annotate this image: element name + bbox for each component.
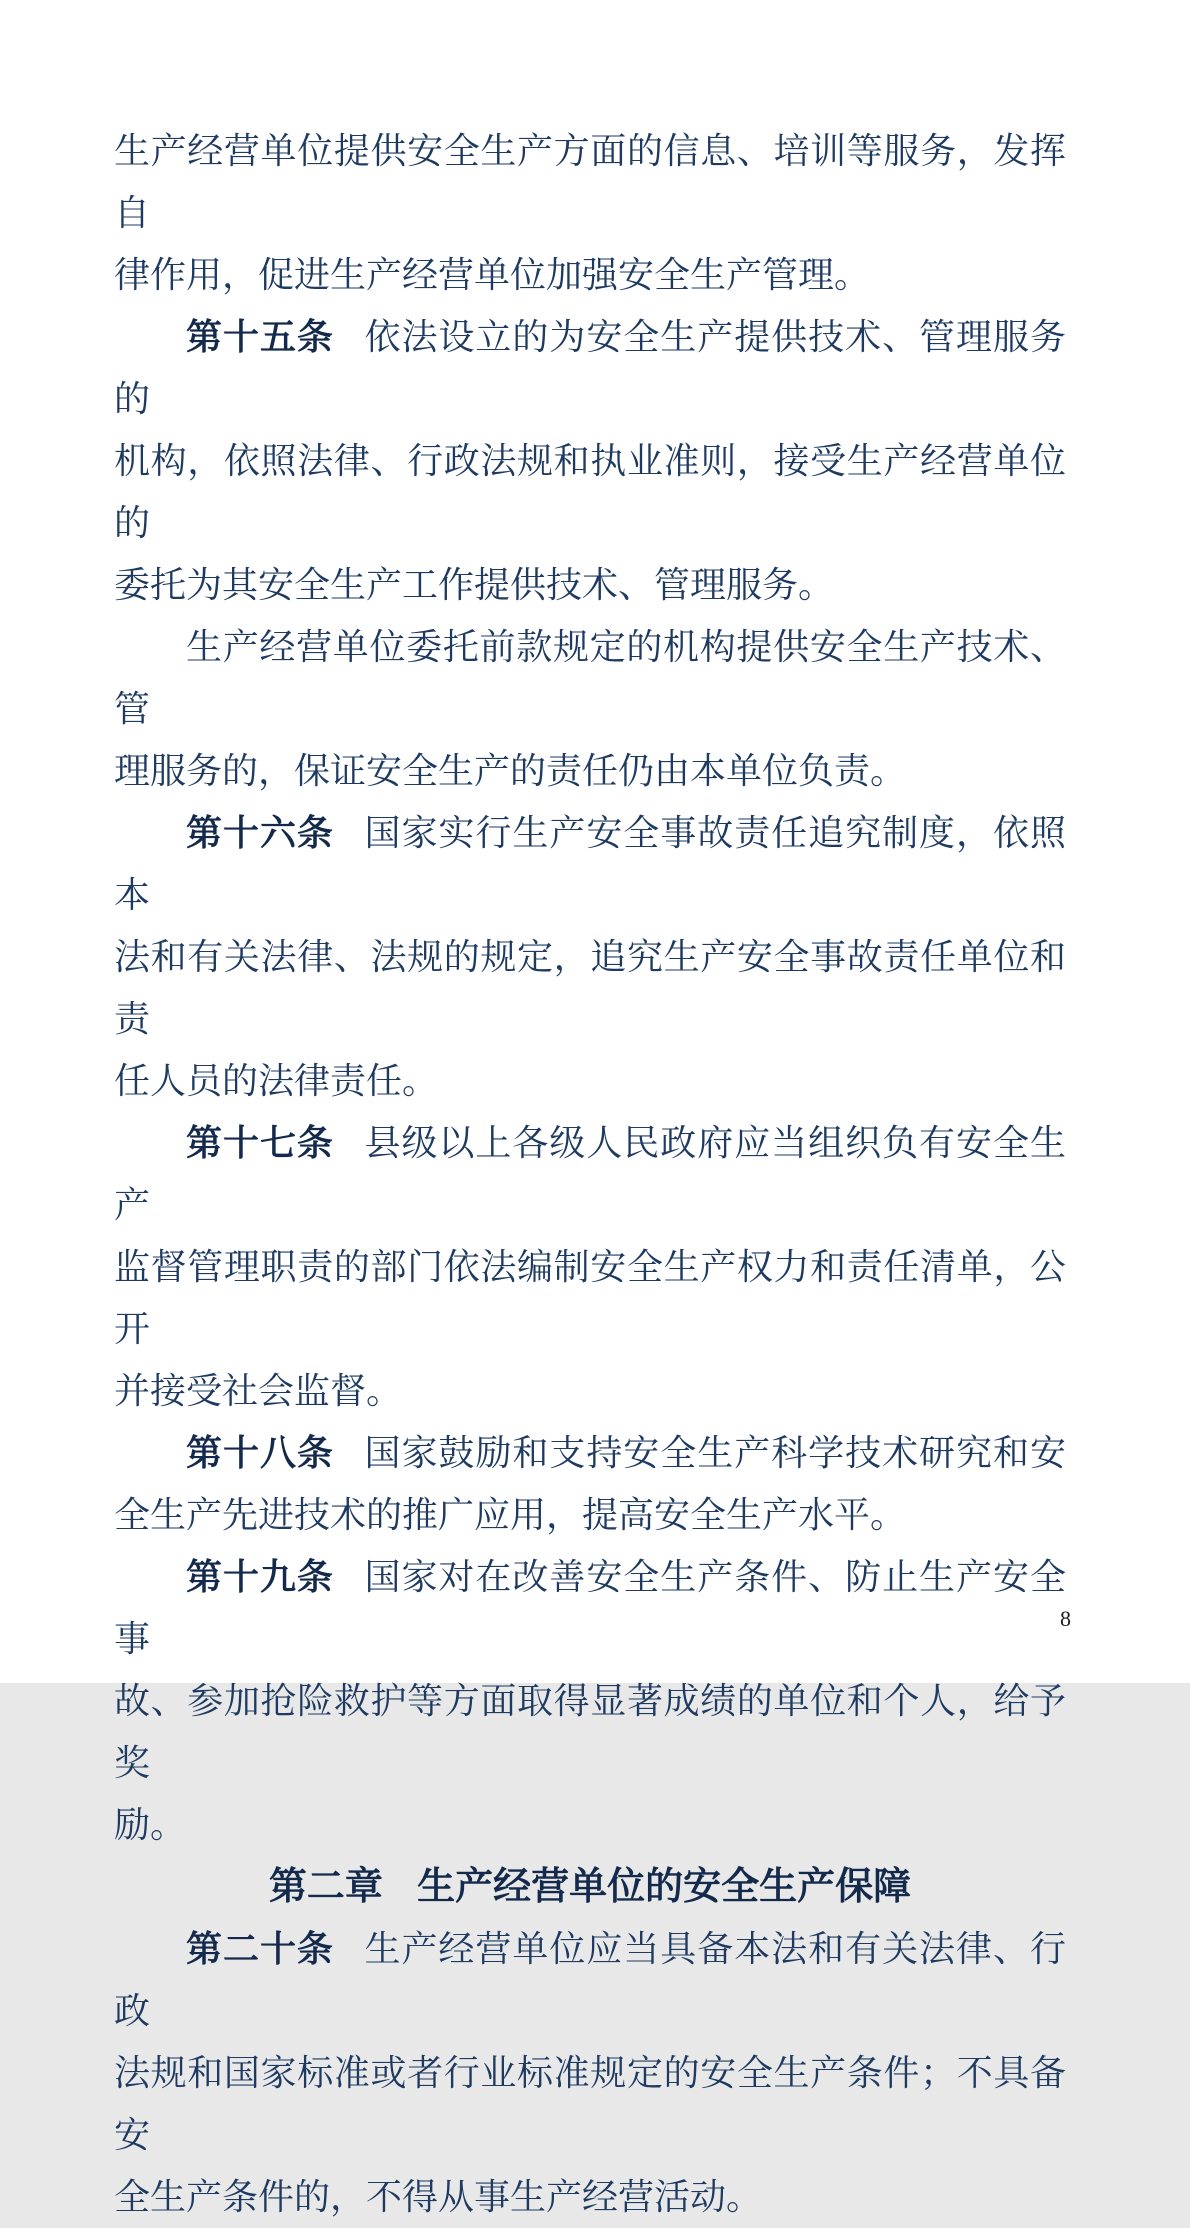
text-line xyxy=(114,2042,1066,2166)
text-line xyxy=(114,1918,1066,2042)
line-text: 生产经营单位提供安全生产方面的信息、培训等服务，发挥自 xyxy=(114,131,1066,233)
article-number: 第二十条 xyxy=(186,1928,334,1969)
line-text: 监督管理职责的部门依法编制安全生产权力和责任清单，公开 xyxy=(114,1247,1066,1349)
line-text: 法和有关法律、法规的规定，追究生产安全事故责任单位和责 xyxy=(114,937,1066,1039)
line-text: 委托为其安全生产工作提供技术、管理服务。 xyxy=(114,565,835,605)
line-text: 理服务的，保证安全生产的责任仍由本单位负责。 xyxy=(114,751,907,791)
text-line xyxy=(114,1546,1066,1670)
text-line xyxy=(114,2166,1066,2228)
line-text: 机构，依照法律、行政法规和执业准则，接受生产经营单位的 xyxy=(114,441,1066,543)
text-line xyxy=(114,306,1066,430)
article-number: 第十六条 xyxy=(186,812,334,853)
article-number: 第十九条 xyxy=(186,1556,334,1597)
text-line xyxy=(114,1794,1066,1856)
line-text: 依法设立的为安全生产提供技术、管理服务的 xyxy=(114,317,1066,419)
line-text: 并接受社会监督。 xyxy=(114,1371,403,1411)
line-text: 县级以上各级人民政府应当组织负有安全生产 xyxy=(114,1123,1066,1225)
article-number: 第十七条 xyxy=(186,1122,334,1163)
text-line xyxy=(114,616,1066,740)
text-line xyxy=(114,1422,1066,1484)
text-block xyxy=(114,120,1066,2228)
chapter-title: 生产经营单位的安全生产保障 xyxy=(417,1866,912,1908)
chapter-number: 第二章 xyxy=(268,1866,383,1908)
text-line xyxy=(114,1670,1066,1794)
line-text: 全生产先进技术的推广应用，提高安全生产水平。 xyxy=(114,1495,907,1535)
text-line xyxy=(114,430,1066,554)
text-line xyxy=(114,1360,1066,1422)
text-line xyxy=(114,740,1066,802)
line-text: 任人员的法律责任。 xyxy=(114,1061,439,1101)
chapter-heading xyxy=(114,1856,1066,1918)
text-line xyxy=(114,1484,1066,1546)
line-text: 全生产条件的，不得从事生产经营活动。 xyxy=(114,2177,763,2217)
text-line xyxy=(114,244,1066,306)
text-line xyxy=(114,1236,1066,1360)
article-number: 第十五条 xyxy=(186,316,334,357)
text-line xyxy=(114,802,1066,926)
text-line xyxy=(114,120,1066,244)
line-text: 国家鼓励和支持安全生产科学技术研究和安 xyxy=(364,1433,1066,1473)
page-number: 8 xyxy=(1060,1606,1071,1631)
text-line xyxy=(114,1050,1066,1112)
line-text: 法规和国家标准或者行业标准规定的安全生产条件；不具备安 xyxy=(114,2053,1066,2155)
text-line xyxy=(114,1112,1066,1236)
text-line xyxy=(114,926,1066,1050)
line-text: 生产经营单位委托前款规定的机构提供安全生产技术、管 xyxy=(114,627,1066,729)
text-line xyxy=(114,554,1066,616)
line-text: 励。 xyxy=(114,1805,187,1845)
article-number: 第十八条 xyxy=(186,1432,334,1473)
line-text: 国家对在改善安全生产条件、防止生产安全事 xyxy=(114,1557,1066,1659)
line-text: 生产经营单位应当具备本法和有关法律、行政 xyxy=(114,1929,1066,2031)
line-text: 故、参加抢险救护等方面取得显著成绩的单位和个人，给予奖 xyxy=(114,1681,1066,1783)
line-text: 律作用，促进生产经营单位加强安全生产管理。 xyxy=(114,255,871,295)
line-text: 国家实行生产安全事故责任追究制度，依照本 xyxy=(114,813,1066,915)
